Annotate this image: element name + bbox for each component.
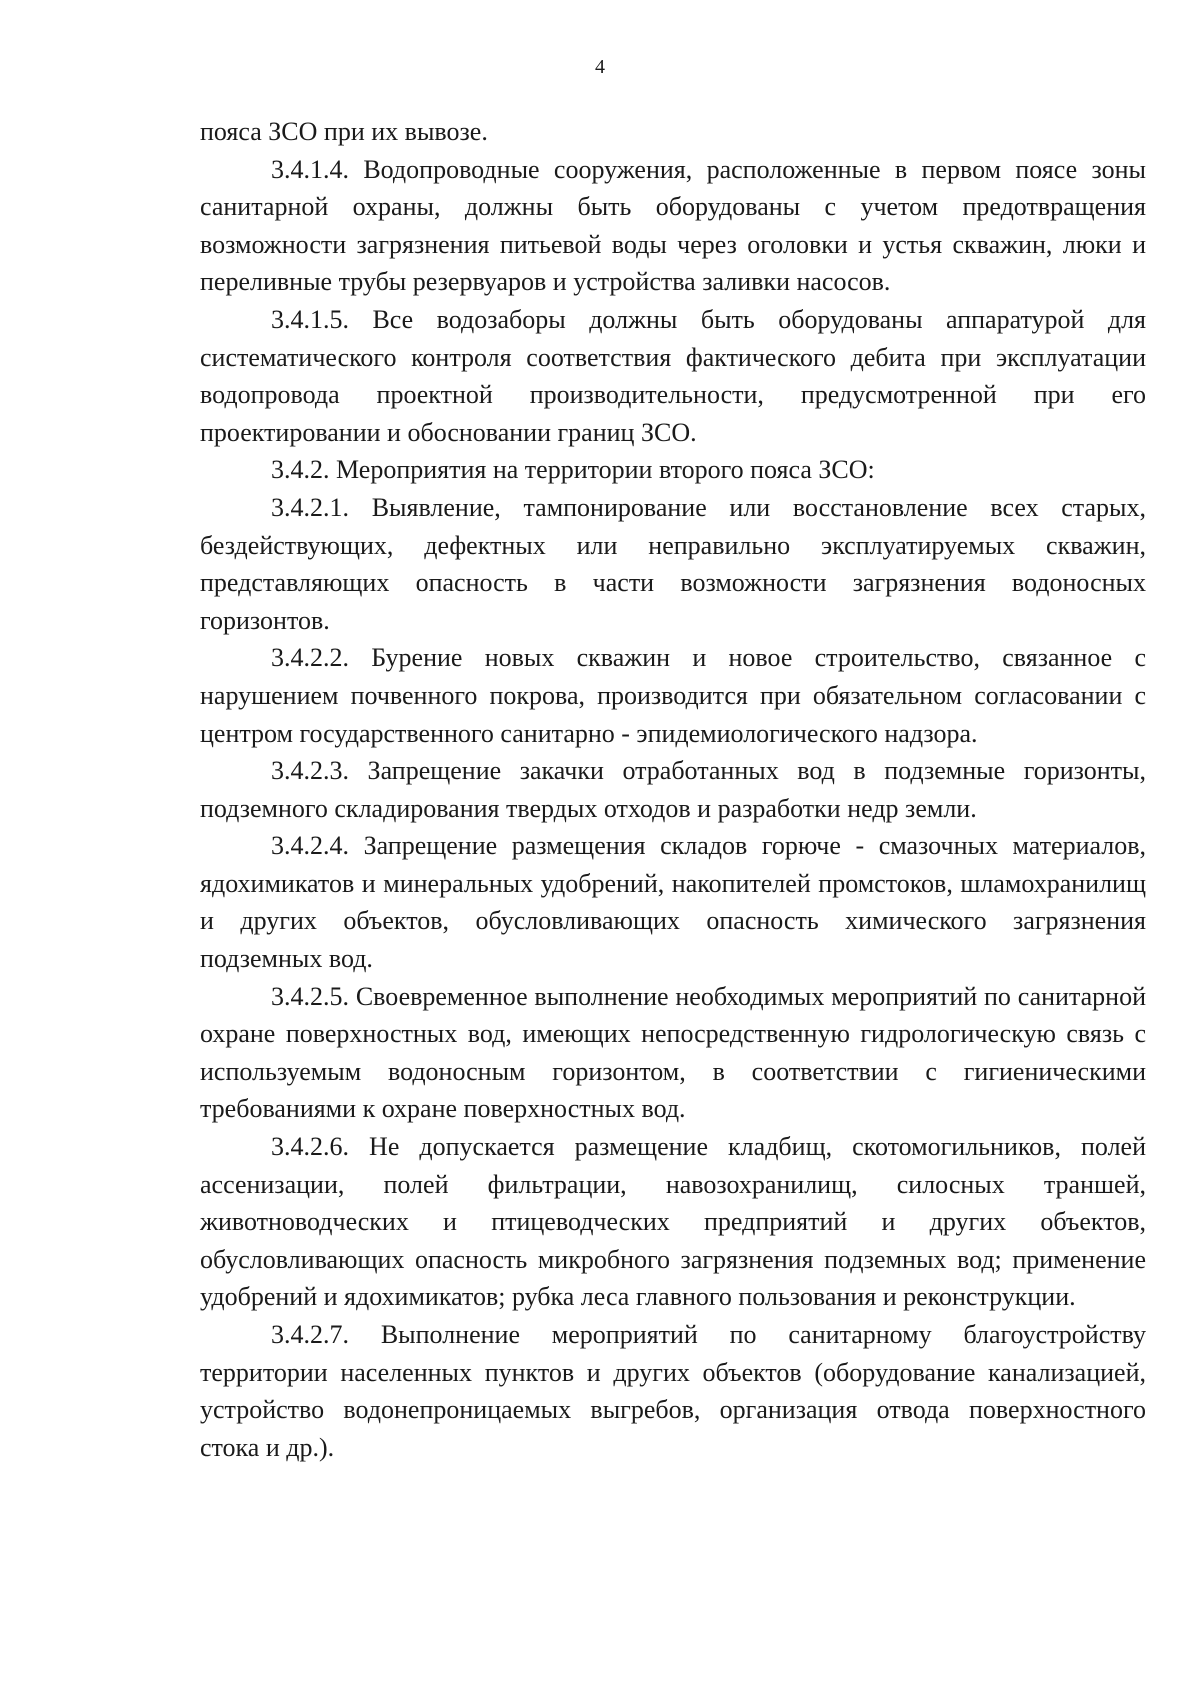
paragraph-3-4-2-6: 3.4.2.6. Не допускается размещение кладбищ, скотомогильников, полей ассенизации, полей фильтрации, навозохранилищ, силосных траншей, животноводческих и птицеводческих предприятий и других объектов, обусловливающих опасность микробного загрязнения подземных вод; применение удобрений и ядохимикатов; рубка леса главного пользования и реконструкции.	[200, 1132, 1146, 1312]
page-number: 4	[595, 56, 605, 78]
paragraph-3-4-2: 3.4.2. Мероприятия на территории второго пояса ЗСО:	[271, 455, 875, 485]
paragraph-3-4-2-7: 3.4.2.7. Выполнение мероприятий по санитарному благоустройству территории населенных пунктов и других объектов (оборудование канализацией, устройство водонепроницаемых выгребов, организация отвода поверхностного стока и др.).	[200, 1320, 1146, 1462]
paragraph-3-4-2-1: 3.4.2.1. Выявление, тампонирование или восстановление всех старых, бездействующих, дефектных или неправильно эксплуатируемых скважин, представляющих опасность в части возможности загрязнения водоносных горизонтов.	[200, 492, 1146, 635]
paragraph-3-4-2-4: 3.4.2.4. Запрещение размещения складов горюче - смазочных материалов, ядохимикатов и минеральных удобрений, накопителей промстоков, шламохранилищ и других объектов, обусловливающих опасность химического загрязнения подземных вод.	[200, 831, 1146, 974]
document-body	[200, 113, 1146, 1466]
paragraph-3-4-2-3: 3.4.2.3. Запрещение закачки отработанных вод в подземные горизонты, подземного складирования твердых отходов и разработки недр земли.	[200, 756, 1146, 823]
paragraph-continuation: пояса ЗСО при их вывозе.	[200, 117, 488, 146]
paragraph-3-4-1-5: 3.4.1.5. Все водозаборы должны быть оборудованы аппаратурой для систематического контроля соответствия фактического дебита при эксплуатации водопровода проектной производительности, предусмотренной при его проектировании и обосновании границ ЗСО.	[200, 304, 1146, 447]
paragraph-3-4-2-2: 3.4.2.2. Бурение новых скважин и новое строительство, связанное с нарушением почвенного покрова, производится при обязательном согласовании с центром государственного санитарно - эпидемиологического надзора.	[200, 643, 1146, 748]
paragraph-3-4-1-4: 3.4.1.4. Водопроводные сооружения, расположенные в первом поясе зоны санитарной охраны, должны быть оборудованы с учетом предотвращения возможности загрязнения питьевой воды через оголовки и устья скважин, люки и переливные трубы резервуаров и устройства заливки насосов.	[200, 154, 1146, 297]
paragraph-3-4-2-5: 3.4.2.5. Своевременное выполнение необходимых мероприятий по санитарной охране поверхностных вод, имеющих непосредственную гидрологическую связь с используемым водоносным горизонтом, в соответствии с гигиеническими требованиями к охране поверхностных вод.	[200, 981, 1146, 1124]
